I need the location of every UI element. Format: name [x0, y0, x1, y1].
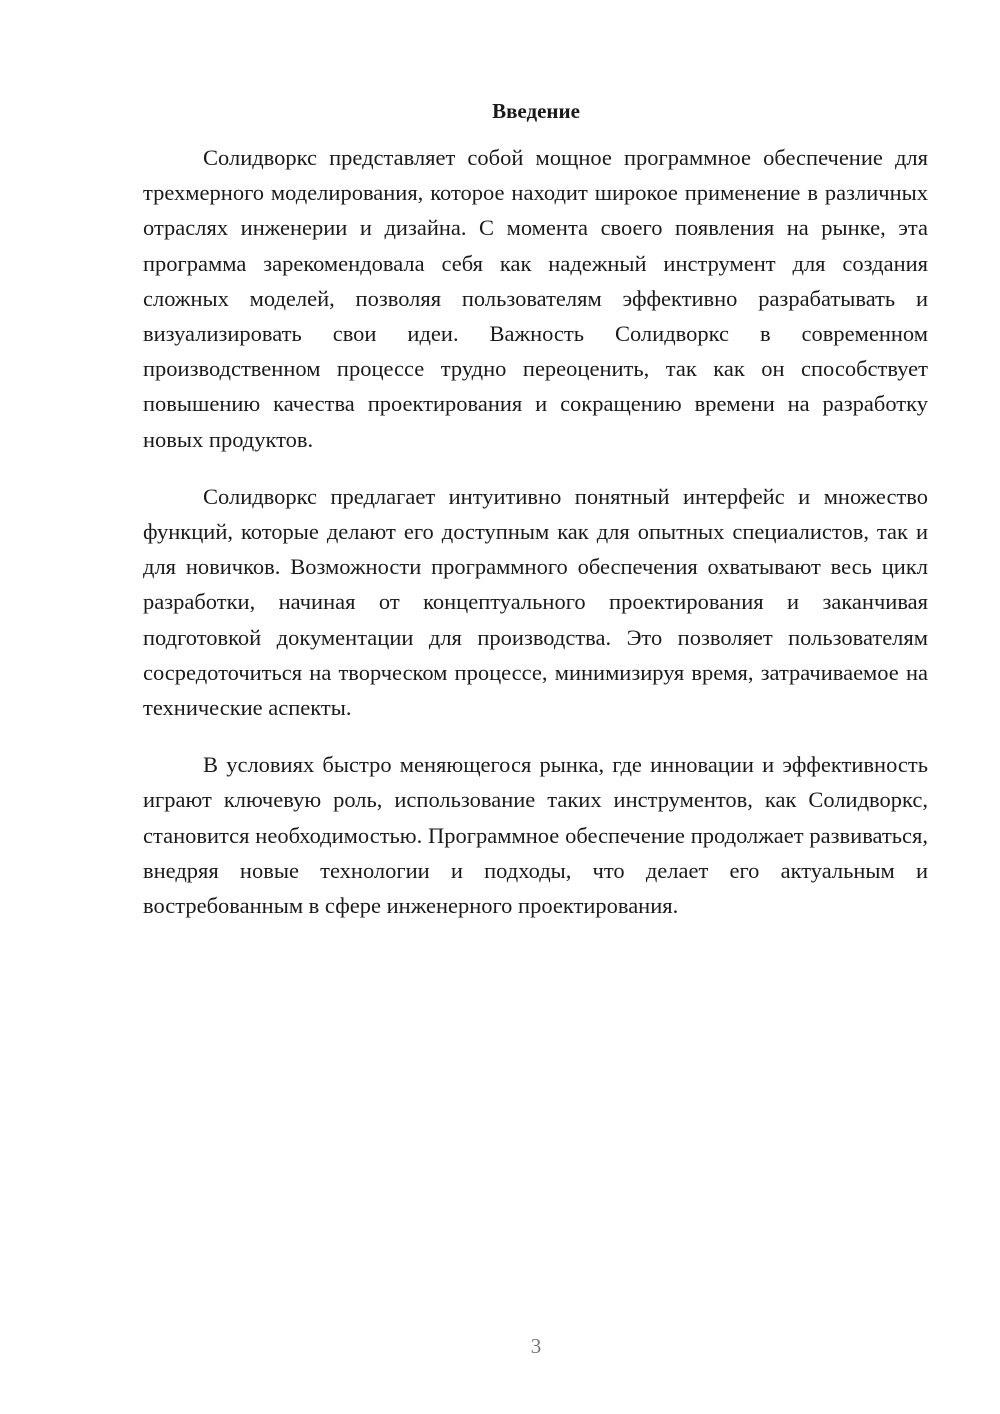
body-text: [143, 140, 928, 923]
paragraph-3: В условиях быстро меняющегося рынка, где инновации и эффективность играют ключевую роль, использование таких инструментов, как Солидворкс, становится необходимостью. Программное обеспечение продолжает развиваться, внедряя новые технологии и подходы, что делает его актуальным и востребованным в сфере инженерного проектирования.: [143, 752, 928, 919]
page-number: 3: [530, 1334, 542, 1358]
paragraph-2: Солидворкс предлагает интуитивно понятный интерфейс и множество функций, которые делают его доступным как для опытных специалистов, так и для новичков. Возможности программного обеспечения охватывают весь цикл разработки, начиная от концептуального проектирования и заканчивая подготовкой документации для производства. Это позволяет пользователям сосредоточиться на творческом процессе, минимизируя время, затрачиваемое на технические аспекты.: [143, 483, 928, 721]
paragraph-1: Солидворкс представляет собой мощное программное обеспечение для трехмерного моделирования, которое находит широкое применение в различных отраслях инженерии и дизайна. С момента своего появления на рынке, эта программа зарекомендовала себя как надежный инструмент для создания сложных моделей, позволяя пользователям эффективно разрабатывать и визуализировать свои идеи. Важность Солидворкс в современном производственном процессе трудно переоценить, так как он способствует повышению качества проектирования и сокращению времени на разработку новых продуктов.: [143, 145, 928, 452]
section-title: Введение: [492, 99, 580, 123]
